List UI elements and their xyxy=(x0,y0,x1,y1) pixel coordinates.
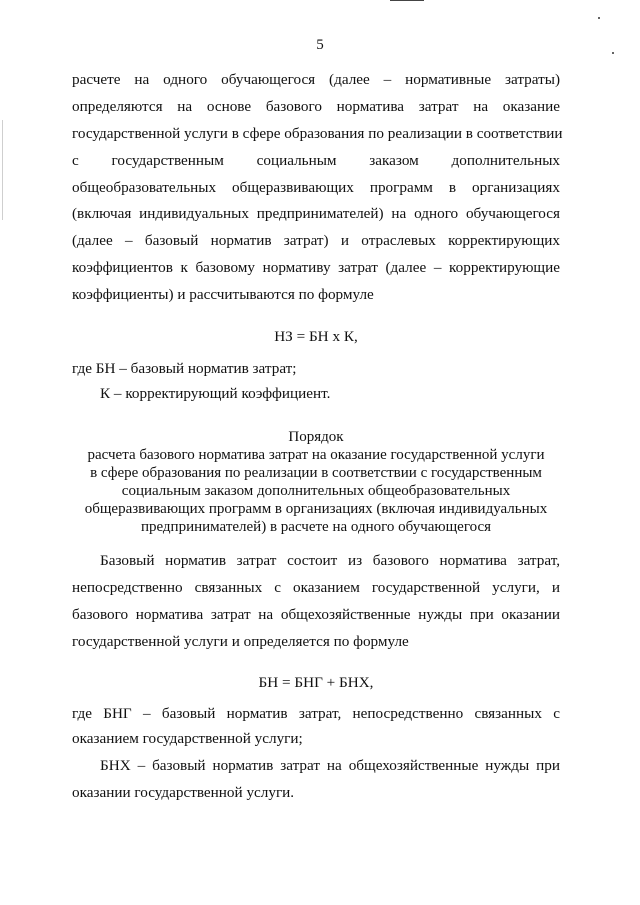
paragraph-line: Базовый норматив затрат состоит из базового норматива затрат, xyxy=(100,552,560,569)
section-subtitle-line: расчета базового норматива затрат на оказание государственной услуги xyxy=(87,447,545,463)
section-subtitle-line: общеразвивающих программ в организациях (включая индивидуальных xyxy=(84,501,548,517)
definition-line: где БН – базовый норматив затрат; xyxy=(72,360,297,377)
paragraph-line: коэффициенты) и рассчитываются по формуле xyxy=(72,286,374,303)
paragraph-line: (включая индивидуальных предпринимателей) на одного обучающегося xyxy=(72,205,560,222)
paragraph-line: общеобразовательных общеразвивающих программ в организациях xyxy=(72,179,560,196)
paragraph-line: (далее – базовый норматив затрат) и отраслевых корректирующих xyxy=(72,232,560,249)
scan-speck xyxy=(598,17,600,19)
scan-mark xyxy=(390,0,424,1)
page-number: 5 xyxy=(316,37,324,53)
formula: БН = БНГ + БНХ, xyxy=(258,674,374,691)
paragraph-line: базового норматива затрат на общехозяйственные нужды при оказании xyxy=(72,606,560,623)
paragraph-line: коэффициентов к базовому нормативу затрат (далее – корректирующие xyxy=(72,259,560,276)
definition-line: К – корректирующий коэффициент. xyxy=(100,385,331,402)
section-subtitle-line: социальным заказом дополнительных общеобразовательных xyxy=(121,483,511,499)
section-subtitle-line: предпринимателей) в расчете на одного обучающегося xyxy=(140,519,492,535)
definition-line: БНХ – базовый норматив затрат на общехозяйственные нужды при xyxy=(100,757,560,774)
definition-line: оказании государственной услуги. xyxy=(72,784,295,801)
paragraph-line: государственной услуги и определяется по формуле xyxy=(72,633,409,650)
paragraph-line: государственной услуги в сфере образования по реализации в соответствии xyxy=(72,125,563,142)
paragraph-line: с государственным социальным заказом дополнительных xyxy=(72,152,560,169)
section-subtitle-line: в сфере образования по реализации в соответствии с государственным xyxy=(90,465,542,481)
paragraph-line: расчете на одного обучающегося (далее – нормативные затраты) xyxy=(72,71,560,88)
scan-edge xyxy=(2,120,3,220)
section-title: Порядок xyxy=(288,429,344,445)
definition-line: где БНГ – базовый норматив затрат, непосредственно связанных с xyxy=(72,705,560,722)
definition-line: оказанием государственной услуги; xyxy=(72,730,303,747)
paragraph-line: непосредственно связанных с оказанием государственной услуги, и xyxy=(72,579,560,596)
paragraph-line: определяются на основе базового норматива затрат на оказание xyxy=(72,98,560,115)
formula: НЗ = БН х К, xyxy=(274,328,358,345)
